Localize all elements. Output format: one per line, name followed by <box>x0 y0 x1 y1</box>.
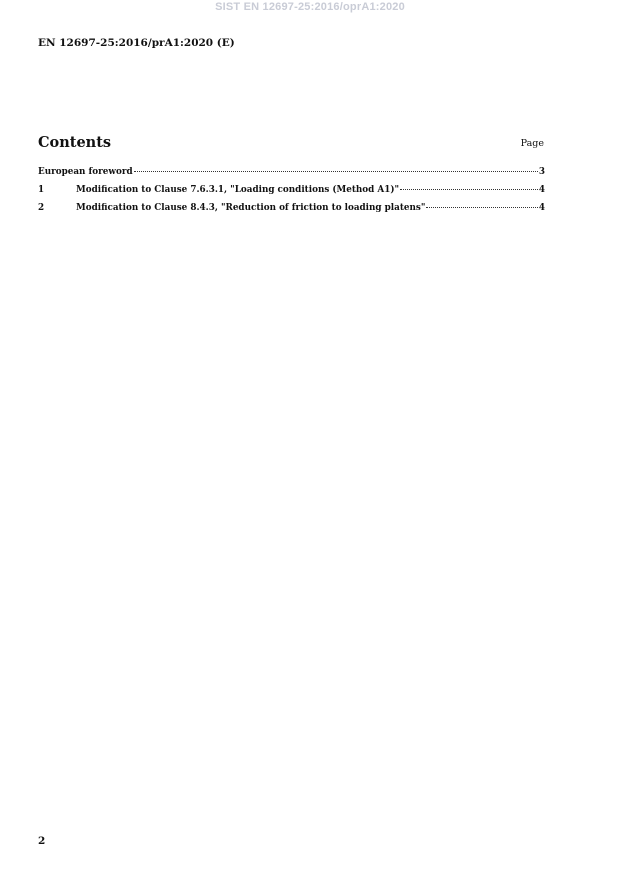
toc-entry-page: 4 <box>538 185 545 195</box>
toc-leader-dots <box>400 189 538 190</box>
toc-leader-dots <box>426 207 537 208</box>
toc-entry-text: Modification to Clause 7.6.3.1, "Loading conditions (Method A1)" <box>76 185 400 195</box>
toc-entry-text: European foreword <box>38 167 133 177</box>
table-of-contents <box>38 167 545 221</box>
toc-entry-clause-2[interactable] <box>38 203 545 221</box>
toc-entry-page: 4 <box>538 203 545 213</box>
toc-entry-number: 2 <box>38 203 45 213</box>
toc-entry-foreword[interactable] <box>38 167 545 185</box>
toc-entry-clause-1[interactable] <box>38 185 545 203</box>
toc-leader-dots <box>134 171 538 172</box>
toc-entry-number: 1 <box>38 185 45 195</box>
document-identifier: EN 12697-25:2016/prA1:2020 (E) <box>38 37 235 49</box>
toc-entry-text: Modification to Clause 8.4.3, "Reduction of friction to loading platens" <box>76 203 426 213</box>
watermark-text: SIST EN 12697-25:2016/oprA1:2020 <box>215 1 405 13</box>
footer-page-number: 2 <box>38 835 46 847</box>
page-column-label: Page <box>520 138 544 149</box>
toc-entry-page: 3 <box>538 167 545 177</box>
contents-heading: Contents <box>38 134 112 151</box>
